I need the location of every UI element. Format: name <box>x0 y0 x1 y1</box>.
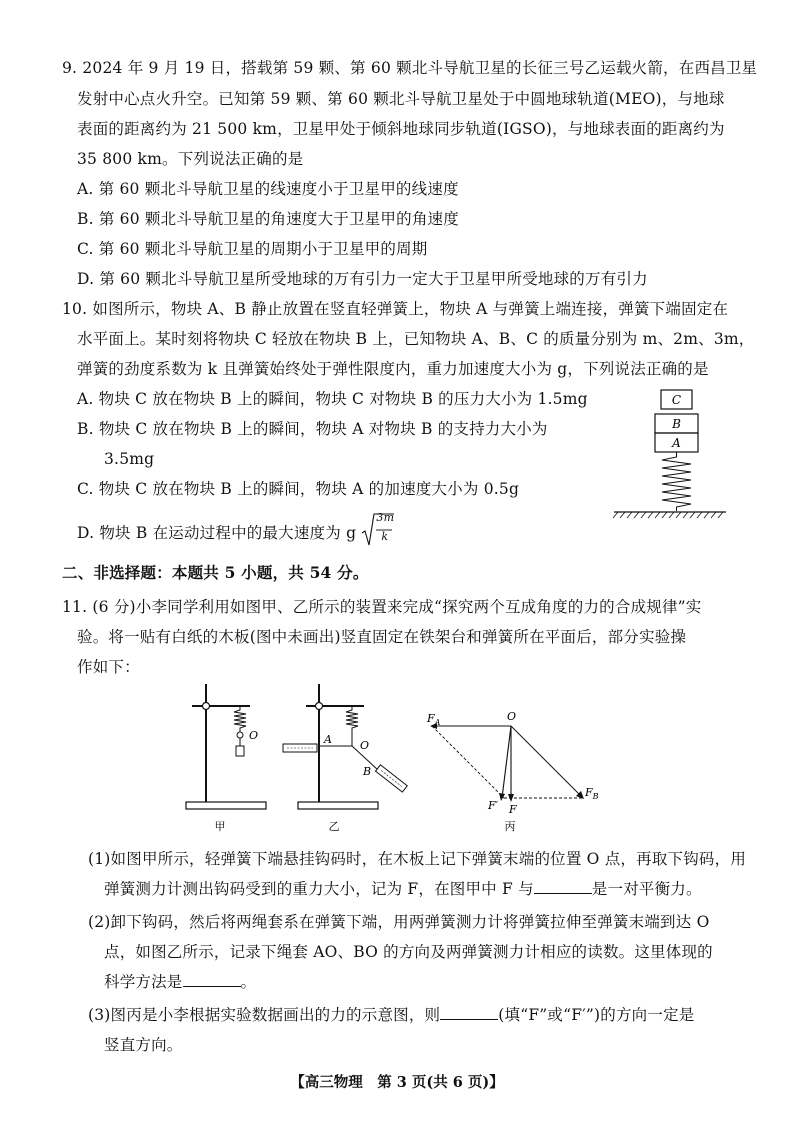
q11-part3-line-1 <box>88 1004 695 1026</box>
block-a-label: A <box>672 436 681 450</box>
q10-stem-line-1: 10. 如图所示，物块 A、B 静止放置在竖直轻弹簧上，物块 A 与弹簧上端连接，弹簧下端固定在 <box>62 300 729 318</box>
vector-f-prime <box>502 726 511 798</box>
figure-bing <box>426 710 599 833</box>
stand-base <box>186 802 266 809</box>
q11-stem-line-2: 验。将一贴有白纸的木板(图中未画出)竖直固定在铁架台和弹簧所在平面后，部分实验操 <box>77 628 687 646</box>
q11-figures <box>180 680 620 840</box>
label-fa: $F_A$ <box>427 712 441 727</box>
label-o-bing: O <box>507 710 517 723</box>
label-bing: 丙 <box>504 820 516 833</box>
q10-stem-line-2: 水平面上。某时刻将物块 C 轻放在物块 B 上，已知物块 A、B、C 的质量分别为 m、2m、3m， <box>77 330 755 348</box>
label-jia: 甲 <box>214 820 226 833</box>
figure-jia <box>186 684 266 833</box>
label-f: F <box>509 803 517 816</box>
q9-option-a: A. 第 60 颗北斗导航卫星的线速度小于卫星甲的线速度 <box>77 180 459 198</box>
q11-stem-line-3: 作如下： <box>77 658 140 676</box>
label-fb: $F_B$ <box>585 786 599 801</box>
q11-part1-line-2-text: 弹簧测力计测出钩码受到的重力大小，记为 F，在图甲中 F 与 <box>104 880 534 898</box>
q11-stem-line-1: 11. (6 分)小李同学利用如图甲、乙所示的装置来完成“探究两个互成角度的力的合成规律”实 <box>62 598 702 616</box>
block-c-label: C <box>671 393 682 407</box>
q9-option-c: C. 第 60 颗北斗导航卫星的周期小于卫星甲的周期 <box>77 240 428 258</box>
q10-option-a: A. 物块 C 放在物块 B 上的瞬间，物块 C 对物块 B 的压力大小为 1.5mg <box>77 390 588 408</box>
label-yi: 乙 <box>328 820 340 833</box>
spring-jia <box>234 706 246 732</box>
q11-part3-line-2: 竖直方向。 <box>104 1036 183 1054</box>
block-b-label: B <box>672 417 681 431</box>
q9-stem-line-1: 9. 2024 年 9 月 19 日，搭载第 59 颗、第 60 颗北斗导航卫星的长征三号乙运载火箭，在西昌卫星 <box>62 59 758 77</box>
q11-part1-line-2-tail: 是一对平衡力。 <box>591 880 702 898</box>
q11-part2-line-2: 点，如图乙所示，记录下绳套 AO、BO 的方向及两弹簧测力计相应的读数。这里体现的 <box>104 943 713 961</box>
q11-part1-line-1: (1)如图甲所示，轻弹簧下端悬挂钩码时，在木板上记下弹簧末端的位置 O 点，再取下钩码，用 <box>88 850 747 868</box>
q11-part2-line-1: (2)卸下钩码，然后将两绳套系在弹簧下端，用两弹簧测力计将弹簧拉伸至弹簧末端到达 O <box>88 913 710 931</box>
label-o-jia: O <box>249 729 259 742</box>
q11-part2-line-3-text: 科学方法是 <box>104 973 183 991</box>
answer-blank-3[interactable] <box>440 1005 498 1020</box>
q11-part3-line-1-tail: (填“F”或“F′”)的方向一定是 <box>498 1006 695 1024</box>
page-footer: 【高三物理 第 3 页(共 6 页)】 <box>290 1074 504 1091</box>
q11-part2-line-3 <box>104 971 256 993</box>
spring-scale-b <box>376 765 408 792</box>
q9-option-b: B. 第 60 颗北斗导航卫星的角速度大于卫星甲的角速度 <box>77 210 459 228</box>
q9-stem-line-3: 表面的距离约为 21 500 km，卫星甲处于倾斜地球同步轨道(IGSO)，与地球表面的距离约为 <box>77 120 725 138</box>
label-b-yi: B <box>363 765 372 778</box>
ground-hatch <box>613 512 723 518</box>
spring-coil <box>662 452 691 511</box>
q10-spring-figure <box>612 385 728 522</box>
hook-weight <box>236 746 244 756</box>
q9-stem-line-2: 发射中心点火升空。已知第 59 颗、第 60 颗北斗导航卫星处于中圆地球轨道(MEO)，与地球 <box>77 90 725 108</box>
q10-stem-line-3: 弹簧的劲度系数为 k 且弹簧始终处于弹性限度内，重力加速度大小为 g，下列说法正确的是 <box>77 360 709 378</box>
sqrt-expression <box>361 511 395 545</box>
figure-yi <box>283 684 407 833</box>
spring-yi <box>346 706 358 746</box>
answer-blank-2[interactable] <box>183 972 241 987</box>
label-o-yi: O <box>360 739 370 752</box>
q11-part2-line-3-tail: 。 <box>240 973 257 991</box>
label-f-prime: F′ <box>488 799 499 812</box>
q10-option-d <box>77 511 395 545</box>
vector-fb <box>511 726 582 797</box>
q9-stem-line-4: 35 800 km。下列说法正确的是 <box>77 150 304 168</box>
q10-option-c: C. 物块 C 放在物块 B 上的瞬间，物块 A 的加速度大小为 0.5g <box>77 480 520 498</box>
section-2-title: 二、非选择题：本题共 5 小题，共 54 分。 <box>62 563 369 582</box>
q10-option-b-line-2: 3.5mg <box>104 450 155 468</box>
answer-blank-1[interactable] <box>534 879 592 894</box>
sqrt-denominator: k <box>381 530 389 543</box>
q10-option-b-line-1: B. 物块 C 放在物块 B 上的瞬间，物块 A 对物块 B 的支持力大小为 <box>77 420 548 438</box>
spring-scale-a <box>283 744 317 752</box>
q10-option-d-prefix: D. 物块 B 在运动过程中的最大速度为 g <box>77 524 357 542</box>
sqrt-numerator: 3m <box>376 511 395 524</box>
label-a-yi: A <box>324 733 332 746</box>
q11-part3-line-1-text: (3)图丙是小李根据实验数据画出的力的示意图，则 <box>88 1006 441 1024</box>
q11-part1-line-2 <box>104 878 702 900</box>
q9-option-d: D. 第 60 颗北斗导航卫星所受地球的万有引力一定大于卫星甲所受地球的万有引力 <box>77 270 648 288</box>
